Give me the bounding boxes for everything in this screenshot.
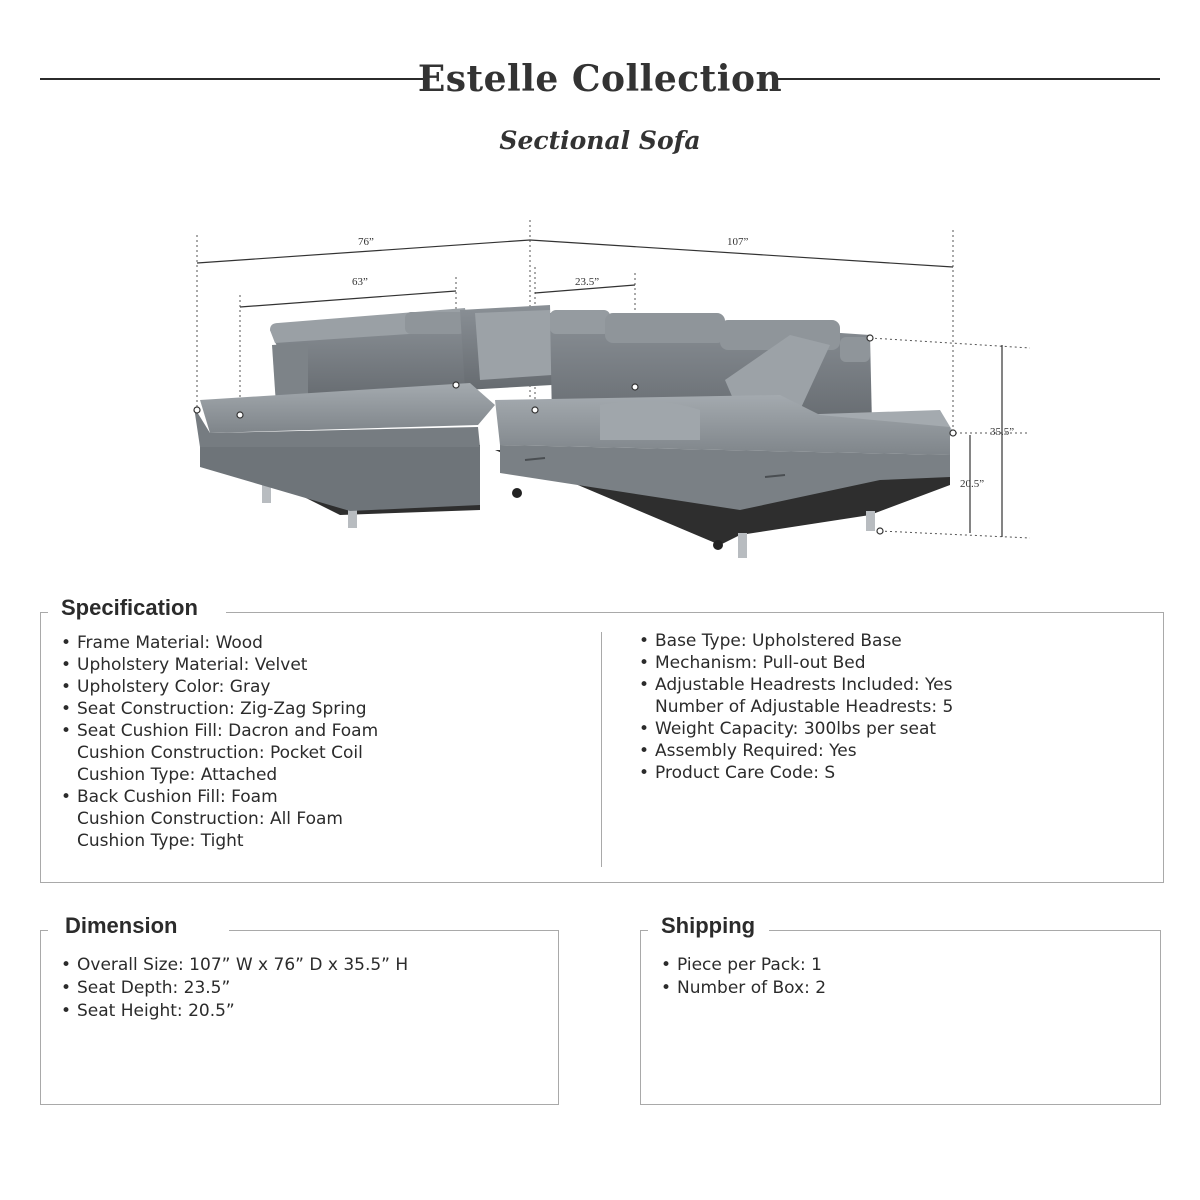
dim-label-chaise-length: 63”	[352, 276, 368, 288]
list-item: • Base Type: Upholstered Base	[639, 630, 953, 652]
list-item: • Number of Box: 2	[661, 977, 826, 1000]
sofa-illustration	[194, 305, 955, 558]
collection-title: Estelle Collection	[417, 58, 783, 100]
dim-label-total-width: 107”	[727, 236, 749, 248]
list-item: • Upholstery Material: Velvet	[61, 654, 378, 676]
list-item: • Back Cushion Fill: Foam	[61, 786, 378, 808]
specification-divider	[601, 632, 602, 867]
list-item: Cushion Construction: Pocket Coil	[77, 743, 363, 763]
list-item: Cushion Type: Attached	[77, 765, 278, 785]
sofa-dimension-diagram	[180, 215, 1040, 575]
list-item: Number of Adjustable Headrests: 5	[655, 697, 954, 717]
dimension-list	[61, 954, 408, 1023]
list-item: • Weight Capacity: 300lbs per seat	[639, 718, 953, 740]
shipping-list	[661, 954, 826, 1000]
list-item: Cushion Construction: All Foam	[77, 809, 343, 829]
list-item: • Assembly Required: Yes	[639, 740, 953, 762]
shipping-section	[640, 913, 1161, 1105]
list-item: • Seat Cushion Fill: Dacron and Foam	[61, 720, 378, 742]
dimension-heading: Dimension	[57, 913, 185, 939]
dim-label-total-depth: 76”	[358, 236, 374, 248]
specification-heading: Specification	[53, 595, 206, 621]
list-item: • Seat Height: 20.5”	[61, 1000, 408, 1023]
list-item: • Frame Material: Wood	[61, 632, 378, 654]
list-item: • Mechanism: Pull-out Bed	[639, 652, 953, 674]
list-item: Cushion Type: Tight	[77, 831, 244, 851]
shipping-heading: Shipping	[653, 913, 763, 939]
dim-label-seat-depth: 23.5”	[575, 276, 600, 288]
dim-label-overall-height: 35.5”	[990, 426, 1015, 438]
list-item: • Seat Depth: 23.5”	[61, 977, 408, 1000]
list-item: • Seat Construction: Zig-Zag Spring	[61, 698, 378, 720]
specification-list-right	[639, 630, 953, 784]
list-item: • Product Care Code: S	[639, 762, 953, 784]
specification-list-left	[61, 632, 378, 852]
dimension-section	[40, 913, 559, 1105]
list-item: • Upholstery Color: Gray	[61, 676, 378, 698]
specification-section	[40, 595, 1164, 883]
list-item: • Adjustable Headrests Included: Yes	[639, 674, 953, 696]
dim-label-seat-height: 20.5”	[960, 478, 985, 490]
list-item: • Piece per Pack: 1	[661, 954, 826, 977]
list-item: • Overall Size: 107” W x 76” D x 35.5” H	[61, 954, 408, 977]
product-subtitle: Sectional Sofa	[499, 126, 701, 155]
